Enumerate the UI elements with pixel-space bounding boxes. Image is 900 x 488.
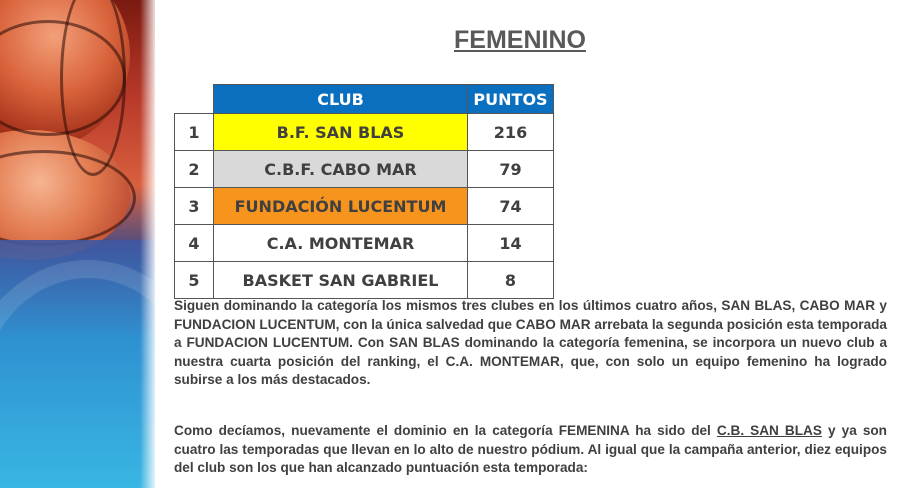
fade-strip [140, 0, 155, 488]
summary-paragraph: Siguen dominando la categoría los mismos tres clubes en los últimos cuatro años, SAN BLAS, CABO MAR y FUNDACION LUCENTUM, con la única salvedad que CABO MAR arrebata la segunda posición esta temporada a FUNDACION LUCENTUM. Con SAN BLAS dominando la categoría femenina, se incorpora un nuevo club a nuestra cuarta posición del ranking, el C.A. MONTEMAR, que, con solo un equipo femenino ha logrado subirse a los más destacados. [174, 298, 887, 387]
table-row [175, 262, 554, 299]
row-club: B.F. SAN BLAS [214, 114, 468, 151]
row-position: 3 [175, 188, 214, 225]
row-club: BASKET SAN GABRIEL [214, 262, 468, 299]
row-points: 14 [468, 225, 554, 262]
row-position: 5 [175, 262, 214, 299]
header-blank-cell [175, 85, 214, 114]
row-position: 2 [175, 151, 214, 188]
club-link[interactable]: C.B. SAN BLAS [716, 423, 822, 438]
detail-paragraph-part1: Como decíamos, nuevamente el dominio en la categoría FEMENINA ha sido del [174, 423, 717, 438]
row-points: 216 [468, 114, 554, 151]
ranking-table [174, 84, 554, 299]
table-header-row [175, 85, 554, 114]
row-position: 1 [175, 114, 214, 151]
table-row [175, 188, 554, 225]
detail-paragraph [174, 422, 887, 478]
decorative-basketball-banner [0, 0, 155, 488]
row-club: C.B.F. CABO MAR [214, 151, 468, 188]
table-row [175, 225, 554, 262]
page-title: FEMENINO [454, 26, 586, 54]
ball-seam-line [60, 0, 126, 176]
swirl-decoration [0, 260, 155, 488]
header-club: CLUB [214, 85, 468, 114]
row-points: 8 [468, 262, 554, 299]
row-points: 74 [468, 188, 554, 225]
row-position: 4 [175, 225, 214, 262]
row-club: C.A. MONTEMAR [214, 225, 468, 262]
row-club: FUNDACIÓN LUCENTUM [214, 188, 468, 225]
row-points: 79 [468, 151, 554, 188]
detail-paragraph-part2: y ya son cuatro las temporadas que llevan en lo alto de nuestro pódium. Al igual que la campaña anterior, diez equipos del club son los que han alcanzado puntuación esta temporada: [174, 423, 887, 475]
table-row [175, 114, 554, 151]
table-row [175, 151, 554, 188]
header-points: PUNTOS [468, 85, 554, 114]
